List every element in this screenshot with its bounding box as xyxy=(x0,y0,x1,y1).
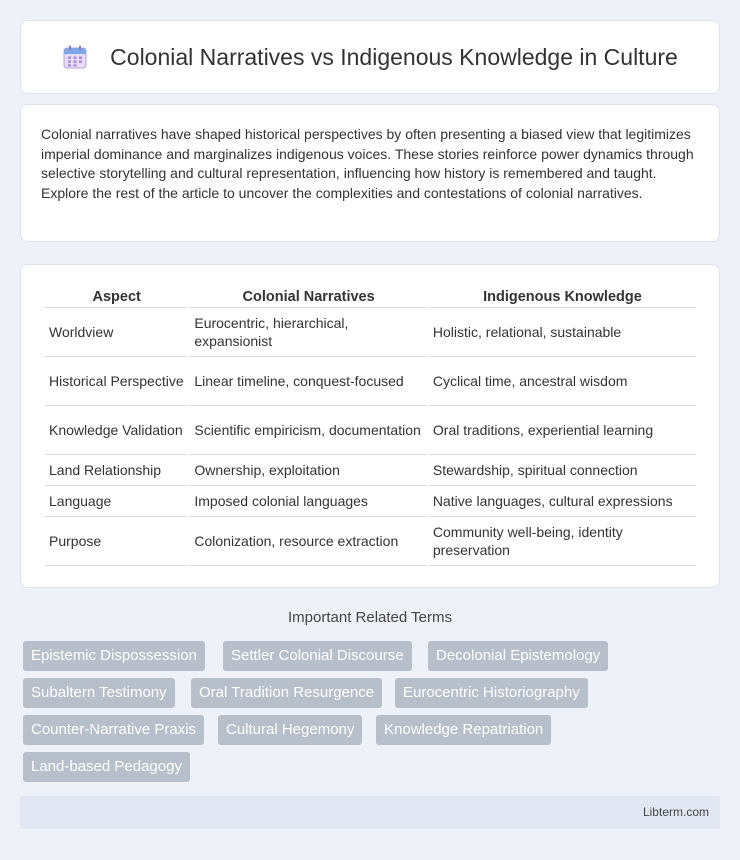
table-cell-colonial: Eurocentric, hierarchical, expansionist xyxy=(190,308,427,357)
table-row xyxy=(45,517,696,566)
calendar-icon xyxy=(62,44,88,70)
table-row xyxy=(45,308,696,357)
footer-site-link[interactable]: Libterm.com xyxy=(642,805,709,819)
related-term-tag[interactable]: Oral Tradition Resurgence xyxy=(191,678,382,708)
table-cell-aspect: Land Relationship xyxy=(45,455,188,486)
header xyxy=(62,44,678,71)
table-cell-indigenous: Community well-being, identity preservation xyxy=(429,517,696,566)
table-cell-indigenous: Native languages, cultural expressions xyxy=(429,486,696,517)
column-header-indigenous: Indigenous Knowledge xyxy=(429,285,696,308)
comparison-table xyxy=(43,285,698,566)
table-cell-colonial: Scientific empiricism, documentation xyxy=(190,406,427,455)
header-card xyxy=(20,20,720,94)
page-title: Colonial Narratives vs Indigenous Knowledge in Culture xyxy=(110,43,678,70)
related-terms-title: Important Related Terms xyxy=(288,609,452,626)
table-cell-indigenous: Oral traditions, experiential learning xyxy=(429,406,696,455)
column-header-aspect: Aspect xyxy=(45,285,188,308)
related-term-tag[interactable]: Eurocentric Historiography xyxy=(395,678,588,708)
table-cell-aspect: Language xyxy=(45,486,188,517)
table-cell-aspect: Historical Perspective xyxy=(45,357,188,406)
table-row xyxy=(45,406,696,455)
table-cell-colonial: Imposed colonial languages xyxy=(190,486,427,517)
related-term-tag[interactable]: Decolonial Epistemology xyxy=(428,641,608,671)
related-term-tag[interactable]: Subaltern Testimony xyxy=(23,678,175,708)
table-cell-aspect: Purpose xyxy=(45,517,188,566)
comparison-table-card xyxy=(20,264,720,588)
related-term-tag[interactable]: Land-based Pedagogy xyxy=(23,752,190,782)
intro-text: Colonial narratives have shaped historical perspectives by often presenting a biased view that legitimizes imperial dominance and marginalizes indigenous voices. These stories reinforce power dynamics through selective storytelling and cultural representation, influencing how history is remembered and taught. Explore the rest of the article to uncover the complexities and contestations of colonial narratives. xyxy=(41,126,694,201)
column-header-colonial: Colonial Narratives xyxy=(190,285,427,308)
intro-card xyxy=(20,104,720,242)
table-cell-indigenous: Cyclical time, ancestral wisdom xyxy=(429,357,696,406)
related-term-tag[interactable]: Cultural Hegemony xyxy=(218,715,362,745)
table-cell-colonial: Ownership, exploitation xyxy=(190,455,427,486)
table-row xyxy=(45,455,696,486)
table-cell-colonial: Linear timeline, conquest-focused xyxy=(190,357,427,406)
table-cell-aspect: Knowledge Validation xyxy=(45,406,188,455)
table-row xyxy=(45,486,696,517)
related-term-tag[interactable]: Epistemic Dispossession xyxy=(23,641,205,671)
table-header-row xyxy=(45,285,696,308)
table-cell-colonial: Colonization, resource extraction xyxy=(190,517,427,566)
table-row xyxy=(45,357,696,406)
table-cell-indigenous: Holistic, relational, sustainable xyxy=(429,308,696,357)
related-term-tag[interactable]: Counter-Narrative Praxis xyxy=(23,715,204,745)
table-cell-aspect: Worldview xyxy=(45,308,188,357)
footer xyxy=(20,796,720,829)
related-term-tag[interactable]: Settler Colonial Discourse xyxy=(223,641,412,671)
related-term-tag[interactable]: Knowledge Repatriation xyxy=(376,715,551,745)
table-cell-indigenous: Stewardship, spiritual connection xyxy=(429,455,696,486)
